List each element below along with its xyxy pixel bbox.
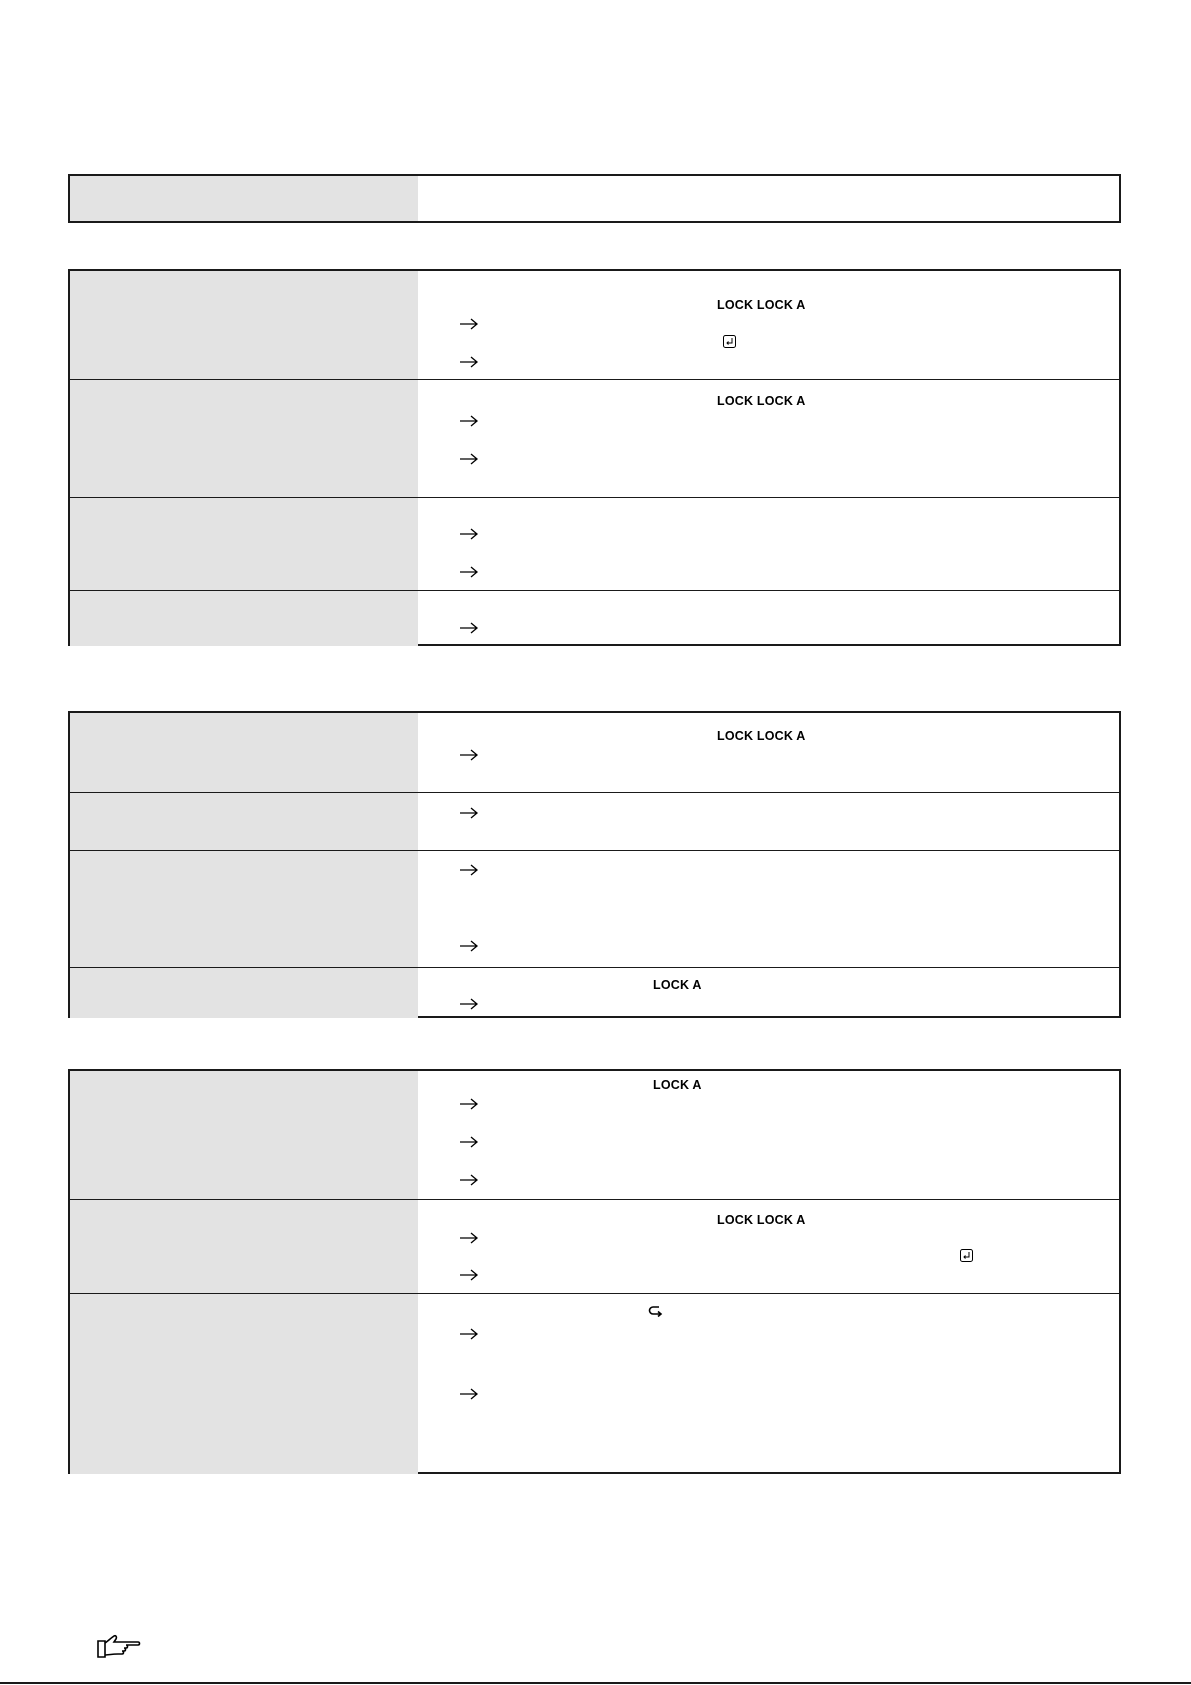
right-arrow-icon <box>458 565 480 579</box>
table-row <box>70 590 1119 646</box>
table-row <box>70 967 1119 1018</box>
enter-key-icon <box>960 1249 973 1262</box>
label-cell <box>70 713 418 792</box>
right-arrow-icon <box>458 748 480 762</box>
lock-a-key: LOCK A <box>653 1078 702 1092</box>
table-2 <box>68 711 1121 1018</box>
lock-lock-a-key: LOCK LOCK A <box>717 394 806 408</box>
right-arrow-icon <box>458 621 480 635</box>
right-arrow-icon <box>458 1097 480 1111</box>
table-row <box>70 850 1119 967</box>
table-row <box>70 1199 1119 1293</box>
label-cell <box>70 271 418 379</box>
right-arrow-icon <box>458 1173 480 1187</box>
right-arrow-icon <box>458 355 480 369</box>
right-arrow-icon <box>458 452 480 466</box>
right-arrow-icon <box>458 863 480 877</box>
table-row <box>70 1293 1119 1474</box>
right-arrow-icon <box>458 1231 480 1245</box>
label-cell <box>70 176 418 221</box>
table-row <box>70 379 1119 497</box>
pointing-hand-icon <box>96 1632 142 1660</box>
right-arrow-icon <box>458 317 480 331</box>
table-3 <box>68 1069 1121 1474</box>
label-cell <box>70 1200 418 1293</box>
lock-lock-a-key: LOCK LOCK A <box>717 1213 806 1227</box>
bottom-rule <box>0 1682 1191 1684</box>
label-cell <box>70 380 418 497</box>
table-row <box>70 792 1119 850</box>
label-cell <box>70 1071 418 1199</box>
right-arrow-icon <box>458 1327 480 1341</box>
table-row <box>70 271 1119 379</box>
right-arrow-icon <box>458 527 480 541</box>
enter-key-icon <box>723 335 736 348</box>
right-arrow-icon <box>458 1268 480 1282</box>
label-cell <box>70 793 418 850</box>
table-row <box>70 713 1119 792</box>
return-arrow-icon <box>648 1305 664 1318</box>
right-arrow-icon <box>458 1387 480 1401</box>
right-arrow-icon <box>458 806 480 820</box>
label-cell <box>70 498 418 590</box>
table-1 <box>68 269 1121 646</box>
lock-a-key: LOCK A <box>653 978 702 992</box>
right-arrow-icon <box>458 1135 480 1149</box>
lock-lock-a-key: LOCK LOCK A <box>717 729 806 743</box>
label-cell <box>70 591 418 646</box>
label-cell <box>70 851 418 967</box>
label-cell <box>70 968 418 1018</box>
right-arrow-icon <box>458 997 480 1011</box>
lock-lock-a-key: LOCK LOCK A <box>717 298 806 312</box>
right-arrow-icon <box>458 414 480 428</box>
table-row <box>70 1071 1119 1199</box>
table-header-strip <box>68 174 1121 223</box>
label-cell <box>70 1294 418 1474</box>
right-arrow-icon <box>458 939 480 953</box>
table-row <box>70 497 1119 590</box>
